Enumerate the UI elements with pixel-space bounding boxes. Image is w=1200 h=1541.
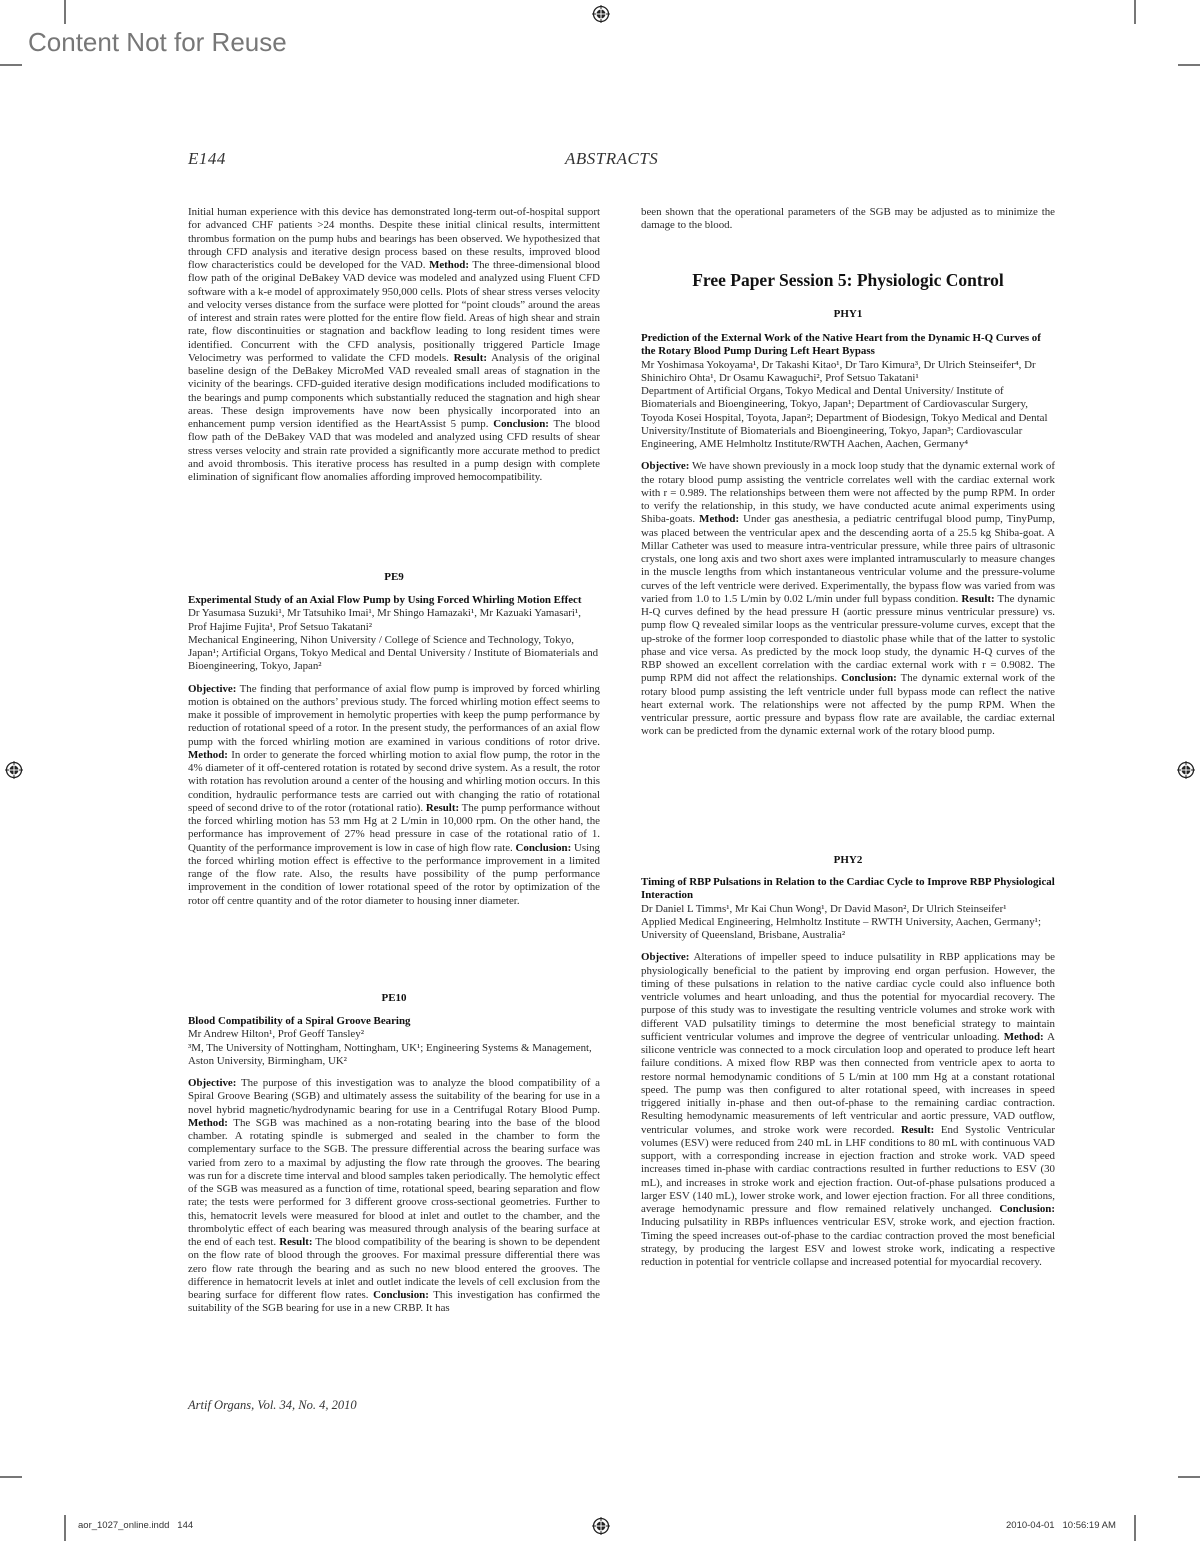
crop-mark (1134, 0, 1136, 24)
body-text: The blood flow path of the DeBakey VAD that was modeled and analyzed using CFD results of shear stress verses velocity and strain rate provided a significantly more accurate method to predict and avoid thrombosis. This iterative process has resulted in a pump design with complete elimination of significant flow anomalies affording improved hemocompatibility. (188, 418, 600, 483)
section-label: Method: (699, 513, 740, 526)
body-text: The pump performance without the forced whirling motion has 53 mm Hg at 2 L/min in 10,000 rpm. On the other hand, the performance has improvement of 27% head pressure in case of the rotational ratio of 1. Quantity of the performance improvement is low in case of high flow rate. (188, 801, 600, 854)
body-text: Alterations of impeller speed to induce pulsatility in RBP applications may be physiologically beneficial to the patient by improving end organ perfusion. However, the timing of these pulsations in relation to the native cardiac cycle could also influence both ventricle volumes and heart unloading, and thus the potential for myocardial recovery. The purpose of this study was to investigate the resulting ventricle volumes and stroke work with different VAD pulsatility timings to determine the most beneficial strategy to maintain sufficient ventricular volumes and improve the degree of ventricular unloading. (641, 951, 1055, 1043)
abstract-phy2 (641, 876, 1055, 1269)
crop-mark (1134, 1515, 1136, 1541)
crop-mark (0, 64, 22, 66)
section-label: Method: (188, 1116, 228, 1129)
section-label: Conclusion: (999, 1203, 1055, 1215)
body-text: The dynamic external work of the rotary blood pump assisting the left ventricle under full bypass mode can reflect the native heart external work. The relationships were not affected by the pump RPM. When the ventricular pressure, aortic pressure and bypass flow rate are available, the cardiac external work can be predicted from the dynamic external work of the rotary blood pump. (641, 672, 1055, 738)
body-text: Analysis of the original baseline design of the DeBakey MicroMed VAD revealed small areas of stagnation in the vicinity of the bearings. CFD-guided iterative design modifications included modifications to the bearings and pump components which substantially reduced the stagnation and high shear areas. These design improvements have now been physically incorporated into an enhancement pump version identified as the HeartAssist 5 pump. (188, 351, 600, 430)
abstract-body (641, 951, 1055, 1269)
body-text: The dynamic H-Q curves defined by the head pressure H (aortic pressure minus ventricular pressure) vs. pump flow Q revealed similar loops as the ventricular pressure-volume curves, except that the up-stroke of the former loop corresponded to diastolic phase while that of the latter to systolic phase and vice versa. As predicted by the mock loop study, the dynamic H-Q curves of the RBP showed an excellent correlation with the cardiac external work with r = 0.9082. The pump RPM did not affect the relationships. (641, 592, 1055, 685)
abstract-phy1 (641, 332, 1055, 739)
abstract-authors: Dr Daniel L Timms¹, Mr Kai Chun Wong¹, Dr David Mason², Dr Ulrich Steinseifer¹ (641, 902, 1007, 915)
watermark: Content Not for Reuse (28, 27, 287, 57)
print-timestamp: 2010-04-01 10:56:19 AM (1006, 1520, 1116, 1531)
running-head: ABSTRACTS (565, 149, 659, 168)
abstract-title: Timing of RBP Pulsations in Relation to the Cardiac Cycle to Improve RBP Physiological Interaction (641, 876, 1055, 902)
abstract-affiliation: Department of Artificial Organs, Tokyo Medical and Dental University/ Institute of Biomaterials and Bioengineering, Tokyo, Japan¹; Department of Cardiovascular Surgery, Toyoda Kosei Hospital, Toyota, Japan²; Department of Biodesign, Tokyo Medical and Dental University/Institute of Biomaterials and Bioengineering, Tokyo, Japan³; Cardiovascular Engineering, AME Helmholtz Institute/RWTH Aachen, Aachen, Germany⁴ (641, 385, 1048, 450)
body-text: This investigation has confirmed the suitability of the SGB bearing for use in a new CRBP. It has (188, 1289, 600, 1315)
section-label: Objective: (188, 1077, 237, 1089)
crop-mark (0, 1476, 22, 1478)
section-label: Result: (961, 592, 995, 605)
body-text: Inducing pulsatility in RBPs influences ventricular ESV, stroke work, and ejection fraction. Timing the speed increases out-of-phase to the cardiac contraction proved the most beneficial strategy, by producing the largest ESV and lowest stroke work, indicating a respective reduction in potential for ventricle collapse and increased potential for myocardial recovery. (641, 1216, 1055, 1268)
abstract-continuation (641, 206, 1055, 233)
abstract-title: Blood Compatibility of a Spiral Groove Bearing (188, 1015, 411, 1027)
crop-mark (1178, 64, 1200, 66)
body-text: Using the forced whirling motion effect is effective to the performance improvement in a limited range of the flow rate. Also, the results have possibility of the pump performance improvement in the condition of lower rotational speed of the rotor by optimization of the rotor off centre quantity and of the rotor diameter to housing inner diameter. (188, 841, 600, 907)
registration-mark-icon (1177, 761, 1195, 779)
page-number: E144 (188, 149, 226, 168)
section-label: Objective: (641, 460, 690, 473)
abstract-pe10 (188, 1015, 600, 1316)
abstract-authors: Mr Andrew Hilton¹, Prof Geoff Tansley² (188, 1028, 364, 1041)
abstract-title: Prediction of the External Work of the Native Heart from the Dynamic H-Q Curves of the Rotary Blood Pump During Left Heart Bypass (641, 332, 1041, 358)
section-label: Objective: (188, 682, 237, 695)
abstract-code: PE9 (384, 571, 404, 583)
crop-mark (64, 1515, 66, 1541)
body-text: been shown that the operational parameters of the SGB may be adjusted as to minimize the damage to the blood. (641, 206, 1055, 232)
abstract-code: PE10 (381, 992, 407, 1004)
section-label: Method: (429, 259, 469, 271)
registration-mark-icon (592, 5, 610, 23)
abstract-affiliation: Applied Medical Engineering, Helmholtz Institute – RWTH University, Aachen, Germany¹; University of Queensland, Brisbane, Australia² (641, 915, 1041, 941)
abstract-code: PHY1 (833, 308, 863, 320)
section-label: Conclusion: (493, 418, 549, 430)
registration-mark-icon (592, 1517, 610, 1535)
section-label: Conclusion: (515, 841, 572, 854)
section-label: Result: (453, 351, 487, 364)
abstract-pe9 (188, 594, 600, 908)
body-text: The finding that performance of axial flow pump is improved by forced whirling motion is obtained on the authors’ previous study. The forced whirling motion effect seems to make it possible of improvement in hemolytic properties with keep the pump performance by reduction of rotational speed of a rotor. In the present study, the performances of an axial flow pump with the forced whirling motion are examined in various conditions of rotor drive. (188, 682, 600, 748)
abstract-title: Experimental Study of an Axial Flow Pump by Using Forced Whirling Motion Effect (188, 594, 582, 606)
abstract-body (188, 1077, 600, 1316)
crop-mark (1178, 1476, 1200, 1478)
body-text: End Systolic Ventricular volumes (ESV) were reduced from 240 mL in LHF conditions to 80 mL with continuous VAD support, with a corresponding increase in ejection fraction and stroke work. VAD speed increases timed in-phase with cardiac contractions resulted in further reductions to ESV (30 mL), and increases in stroke work and ejection fraction. Out-of-phase pulsations produced a larger ESV (140 mL), lower stroke work, and lower ejection fraction. For all three conditions, average hemodynamic pressure and flow remained relatively unchanged. (641, 1123, 1055, 1215)
section-label: Result: (900, 1123, 935, 1136)
section-label: Method: (1003, 1030, 1044, 1043)
registration-mark-icon (5, 761, 23, 779)
abstract-authors: Mr Yoshimasa Yokoyama¹, Dr Takashi Kitao¹, Dr Taro Kimura³, Dr Ulrich Steinseifer⁴, Dr Shinichiro Ohta¹, Dr Osamu Kawaguchi², Prof Setsuo Takatani¹ (641, 358, 1036, 384)
abstract-continuation (188, 206, 600, 484)
body-text: The SGB was machined as a non-rotating bearing into the base of the blood chamber. A rotating spindle is submerged and sealed in the chamber to form the complementary surface to the SGB. The pressure differential across the bearing surface was varied from zero to a maximal by adjusting the flow rate through the grooves. The bearing was run for a discrete time interval and blood samples taken periodically. The hemolytic effect of the SGB was measured as a function of time, rotational speed, bearing separation and flow rate; the tests were performed for 3 different groove cross-sectional geometries. Further to this, hematocrit levels were measured for blood at inlet and outlet to the chamber, and the thrombolytic effect of each bearing was measured through analysis of the bearing surface at the end of each test. (188, 1116, 600, 1248)
journal-citation: Artif Organs, Vol. 34, No. 4, 2010 (188, 1398, 357, 1412)
section-label: Result: (279, 1236, 313, 1248)
section-label: Method: (188, 748, 228, 761)
abstract-affiliation: Mechanical Engineering, Nihon University / College of Science and Technology, Tokyo, Japan¹; Artificial Organs, Tokyo Medical and Dental University / Institute of Biomaterials and Bioengineering, Tokyo, Japan² (188, 633, 599, 673)
body-text: Under gas anesthesia, a pediatric centrifugal blood pump, TinyPump, was placed between the ventricular apex and the descending aorta of a 25.5 kg Shiba-goat. A Millar Catheter was used to measure intra-ventricular pressure, while three pairs of ultrasonic crystals, one long axis and two short axes were implanted intramuscularly to measure changes in the muscle lengths from which instantaneous ventricular volume and the pressure-volume curves of the left ventricle were derived. Experimentally, the bypass flow was varied from was varied from 1.0 to 1.5 L/min by 0.02 L/min under full bypass condition. (641, 513, 1056, 605)
body-text: We have shown previously in a mock loop study that the dynamic external work of the rotary blood pump assisting the ventricle correlates well with the cardiac external work with r = 0.989. The relationships between them were not affected by the pump RPM. In order to verify the relationship, in this study, we have conducted acute animal experiments using Shiba-goats. (641, 460, 1055, 526)
body-text: The purpose of this investigation was to analyze the blood compatibility of a Spiral Groove Bearing (SGB) and ultimately assess the suitability of the bearing for use in a novel hybrid magnetic/hydrodynamic bearing for use in a Centrifugal Rotary Blood Pump. (188, 1077, 600, 1116)
file-slug: aor_1027_online.indd 144 (78, 1520, 194, 1531)
section-label: Conclusion: (373, 1289, 429, 1301)
section-label: Conclusion: (841, 672, 897, 685)
abstract-code: PHY2 (833, 854, 863, 866)
body-text: A silicone ventricle was connected to a mock circulation loop and operated to produce left heart failure conditions. A mixed flow RBP was then connected from ventricle apex to aorta to restore normal hemodynamic conditions of 5 L/min at 100 mm Hg at a constant rotational speed. The pump was then configured to alter rotational speed, with increases in speed triggered initially in-phase and then out-of-phase to the remaining cardiac contraction. Resulting hemodynamic measurements of left ventricular and aortic pressure, VAD outflow, ventricular volumes, and stroke work were recorded. (641, 1030, 1055, 1136)
section-label: Result: (425, 801, 460, 814)
abstract-affiliation: ³M, The University of Nottingham, Nottingham, UK¹; Engineering Systems & Management, Aston University, Birmingham, UK² (188, 1041, 592, 1067)
section-label: Objective: (641, 951, 690, 964)
body-text: The blood compatibility of the bearing is shown to be dependent on the flow rate of blood through the grooves. For maximal pressure differential there was zero flow rate through the bearing and as such no new blood entered the grooves. The difference in hematocrit levels at inlet and outlet indicate the levels of cell exclusion from the bearing surface for different flow rates. (188, 1236, 600, 1301)
abstract-authors: Dr Yasumasa Suzuki¹, Mr Tatsuhiko Imai¹, Mr Shingo Hamazaki¹, Mr Kazuaki Yamasari¹, Prof Hajime Fujita¹, Prof Setsuo Takatani² (188, 607, 581, 633)
body-text: The three-dimensional blood flow path of the original DeBakey VAD device was modeled and analyzed using Fluent CFD software with a k-e model of approximately 950,000 cells. Plots of shear stress verses velocity and velocity verses distance from the surface were plotted for “point clouds” around the areas of interest and strain rates were plotted for the entire flow field. Areas of high shear and strain rate, flow discontinuities or stagnation and backflow leading to long resident times were identified. Concurrent with the CFD analysis, positionally triggered Particle Image Velocimetry was performed to validate the CFD models. (188, 259, 600, 364)
abstract-body (188, 683, 600, 908)
abstract-body (641, 460, 1055, 738)
body-text: In order to generate the forced whirling motion to axial flow pump, the rotor in the 4% diameter of it off-centered rotation is rotated by second drive system. As a result, the rotor with rotation has revolution around a center of the housing and whirling motion occurs. In this condition, hydraulic performance tests are carried out with changing the ratio of rotational speed of second drive to of the rotor (rotational ratio). (188, 748, 600, 814)
session-heading: Free Paper Session 5: Physiologic Control (692, 270, 1004, 290)
crop-mark (64, 0, 66, 24)
body-text: Initial human experience with this device has demonstrated long-term out-of-hospital support for advanced CHF patients >24 months. Despite these initial clinical results, intermittent thrombus formation on the pump hubs and bearings has been observed. We hypothesized that through CFD analysis and iterative design process based on these results, improved blood flow characteristics could be developed for the VAD. (188, 206, 600, 271)
